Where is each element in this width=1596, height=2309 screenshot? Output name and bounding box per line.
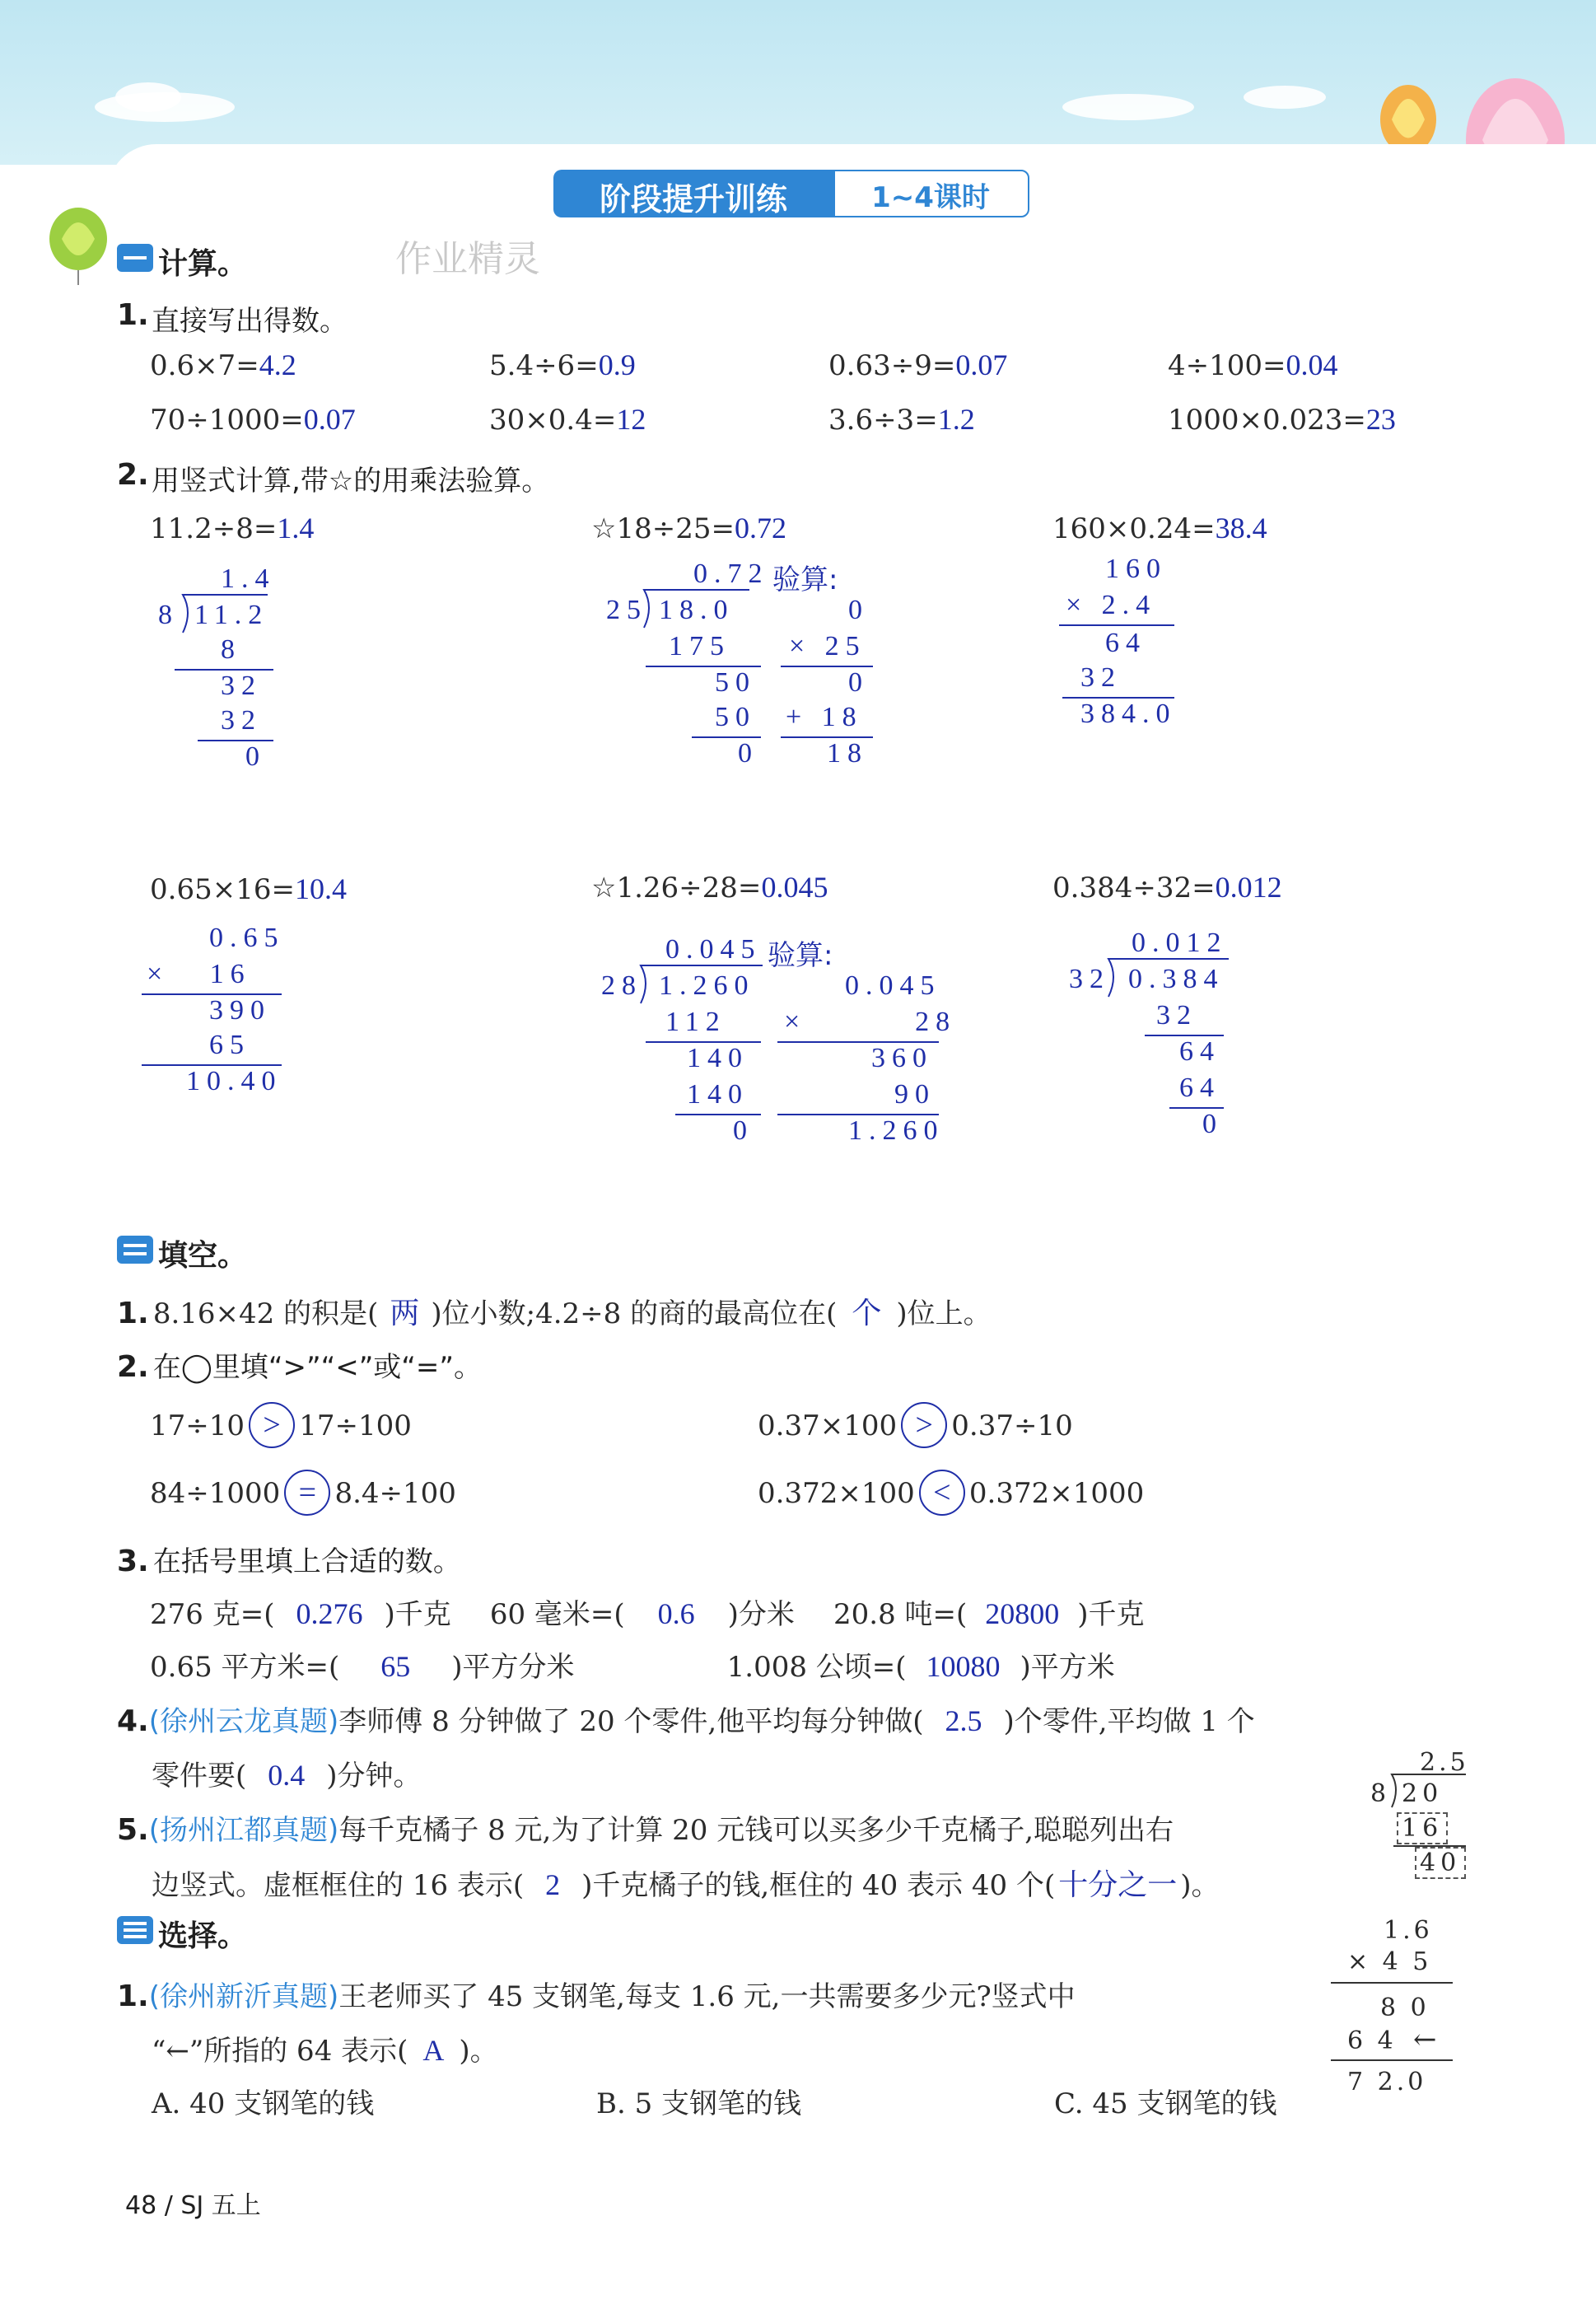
work-row: 0 (1202, 1109, 1223, 1139)
work-row: 112 (665, 1007, 726, 1037)
check-row: 0.045 (845, 970, 941, 1001)
work-row: 64 (1105, 628, 1146, 658)
quotient: 0.72 (693, 559, 769, 589)
calc-item: 30×0.4=12 (489, 403, 646, 437)
convert-line: 0.65 平方米=( 65 )平方分米 1.008 公顷=( 10080 )平方米 (150, 1650, 1115, 1684)
section-icon (117, 1916, 153, 1944)
section-title: 计算。 (158, 247, 248, 281)
compare-item: 0.37×100 > 0.37÷10 (758, 1402, 1073, 1448)
dividend: 1.260 (659, 970, 755, 1001)
work-row: 0 (738, 738, 758, 769)
quotient: 2.5 (1420, 1748, 1469, 1777)
problem-equation: ☆1.26÷28=0.045 (591, 871, 828, 904)
check-row: 90 (894, 1079, 936, 1110)
multiplicand: 0.65 (209, 923, 285, 953)
multiplier: × 16 (147, 959, 251, 989)
check-label: 验算: (772, 563, 838, 596)
word-problem: 4.(徐州云龙真题)李师傅 8 分钟做了 20 个零件,他平均每分钟做( 2.5 )个零件,平均做 1 个 (117, 1704, 1255, 1738)
calc-item: 5.4÷6=0.9 (489, 348, 636, 382)
dividend: 18.0 (659, 595, 735, 625)
work-row: 32 (1156, 1000, 1197, 1031)
work-row: 140 (687, 1043, 749, 1073)
section-title: 选择。 (158, 1919, 248, 1953)
rule-line (1331, 2059, 1453, 2061)
work-row: 64 (1179, 1036, 1220, 1067)
calc-item: 0.63÷9=0.07 (828, 348, 1008, 382)
work-row: 0 (245, 741, 266, 772)
word-problem: 5.(扬州江都真题)每千克橘子 8 元,为了计算 20 元钱可以买多少千克橘子,聪聪列出右 (117, 1813, 1174, 1847)
check-row: + 18 (786, 702, 863, 732)
work-row: 50 (715, 702, 756, 732)
dividend: 0.384 (1128, 964, 1225, 994)
section-icon (117, 1236, 153, 1264)
work-row: 32 (221, 705, 262, 736)
work-row: 384.0 (1080, 699, 1177, 729)
check-row: 0 (848, 667, 869, 698)
quotient: 0.012 (1132, 928, 1228, 958)
boxed-16: 16 (1397, 1812, 1448, 1844)
multiplicand: 160 (1105, 554, 1167, 584)
work-row: 7 2.0 (1347, 2068, 1427, 2096)
check-row: 18 (827, 738, 868, 769)
rule-line (1059, 624, 1174, 626)
work-row: 0 (733, 1115, 754, 1146)
arrow-icon: ← (1413, 2023, 1437, 2056)
word-problem-cont: 边竖式。虚框框住的 16 表示( 2 )千克橘子的钱,框住的 40 表示 40 个( 十分之一 )。 (152, 1868, 1220, 1902)
left-balloon-icon (45, 206, 111, 288)
divisor: 32 (1069, 964, 1110, 994)
question-number: 2. (117, 458, 149, 492)
work-row: 175 (669, 631, 730, 661)
dividend: 11.2 (194, 600, 269, 630)
quotient: 1.4 (221, 563, 276, 594)
work-row: 64 (1179, 1073, 1220, 1103)
convert-line: 276 克=( 0.276 )千克 60 毫米=( 0.6 )分米 20.8 吨=( 20800 )千克 (150, 1597, 1145, 1631)
section-icon (117, 244, 153, 272)
work-row: 50 (715, 667, 756, 698)
multiplicand: 1.6 (1384, 1916, 1433, 1945)
check-row: 1.260 (848, 1115, 945, 1146)
check-row: 360 (871, 1043, 933, 1073)
calc-item: 70÷1000=0.07 (150, 403, 356, 437)
problem-equation: 0.384÷32=0.012 (1052, 871, 1282, 904)
work-row: 8 0 (1380, 1993, 1430, 2022)
calc-item: 0.6×7=4.2 (150, 348, 296, 382)
question-text: 直接写出得数。 (152, 305, 348, 338)
calc-item: 4÷100=0.04 (1168, 348, 1338, 382)
divisor: 28 (601, 970, 642, 1001)
compare-item: 84÷1000 = 8.4÷100 (150, 1470, 456, 1516)
work-row: 6 4 (1347, 2026, 1397, 2055)
divisor: 8 (1370, 1779, 1387, 1808)
work-row: 10.40 (186, 1066, 282, 1096)
dividend: 20 (1402, 1779, 1444, 1808)
calc-item: 3.6÷3=1.2 (828, 403, 975, 437)
question-number: 1. (117, 298, 149, 332)
compare-question: 2. 在◯里填“>”“<”或“=”。 (117, 1350, 483, 1384)
compare-item: 17÷10 > 17÷100 (150, 1402, 412, 1448)
word-problem-cont: 零件要( 0.4 )分钟。 (152, 1759, 422, 1793)
divisor: 25 (606, 595, 647, 625)
work-row: 32 (221, 671, 262, 701)
work-row: 390 (209, 995, 271, 1026)
work-row: 8 (221, 634, 241, 665)
calc-item: 1000×0.023=23 (1168, 403, 1396, 437)
lesson-badge: 1~4课时 (871, 181, 990, 214)
work-row: 140 (687, 1079, 749, 1110)
option-b[interactable]: B. 5 支钢笔的钱 (596, 2087, 802, 2120)
check-row: × 28 (784, 1007, 957, 1037)
problem-equation: ☆18÷25=0.72 (591, 512, 786, 545)
boxed-40: 40 (1415, 1847, 1466, 1879)
check-row: 0 (848, 595, 869, 625)
work-row: 32 (1080, 662, 1122, 693)
section-title: 填空。 (158, 1239, 248, 1273)
choice-question-cont: “←”所指的 64 表示( A )。 (152, 2034, 498, 2068)
option-c[interactable]: C. 45 支钢笔的钱 (1054, 2087, 1277, 2120)
problem-equation: 0.65×16=10.4 (150, 872, 347, 906)
work-row: 65 (209, 1030, 250, 1060)
divisor: 8 (158, 600, 179, 630)
check-row: × 25 (789, 631, 866, 661)
watermark: 作业精灵 (395, 238, 540, 280)
convert-question: 3. 在括号里填上合适的数。 (117, 1545, 461, 1578)
check-label: 验算: (768, 939, 833, 972)
choice-question: 1.(徐州新沂真题)王老师买了 45 支钢笔,每支 1.6 元,一共需要多少元?竖式中 (117, 1979, 1076, 2013)
problem-equation: 11.2÷8=1.4 (150, 512, 315, 545)
question-text: 用竖式计算,带☆的用乘法验算。 (152, 465, 550, 498)
multiplier: × 4 5 (1347, 1947, 1432, 1976)
option-a[interactable]: A. 40 支钢笔的钱 (152, 2087, 375, 2120)
fill-question: 1. 8.16×42 的积是( 两 )位小数;4.2÷8 的商的最高位在( 个 )位上。 (117, 1297, 992, 1330)
page-title: 阶段提升训练 (599, 181, 787, 217)
rule-line (1331, 1982, 1453, 1984)
compare-item: 0.372×100 < 0.372×1000 (758, 1470, 1144, 1516)
quotient: 0.045 (665, 934, 762, 965)
multiplier: × 2.4 (1066, 590, 1157, 620)
page-number: 48 / SJ 五上 (125, 2191, 261, 2220)
problem-equation: 160×0.24=38.4 (1052, 512, 1267, 545)
